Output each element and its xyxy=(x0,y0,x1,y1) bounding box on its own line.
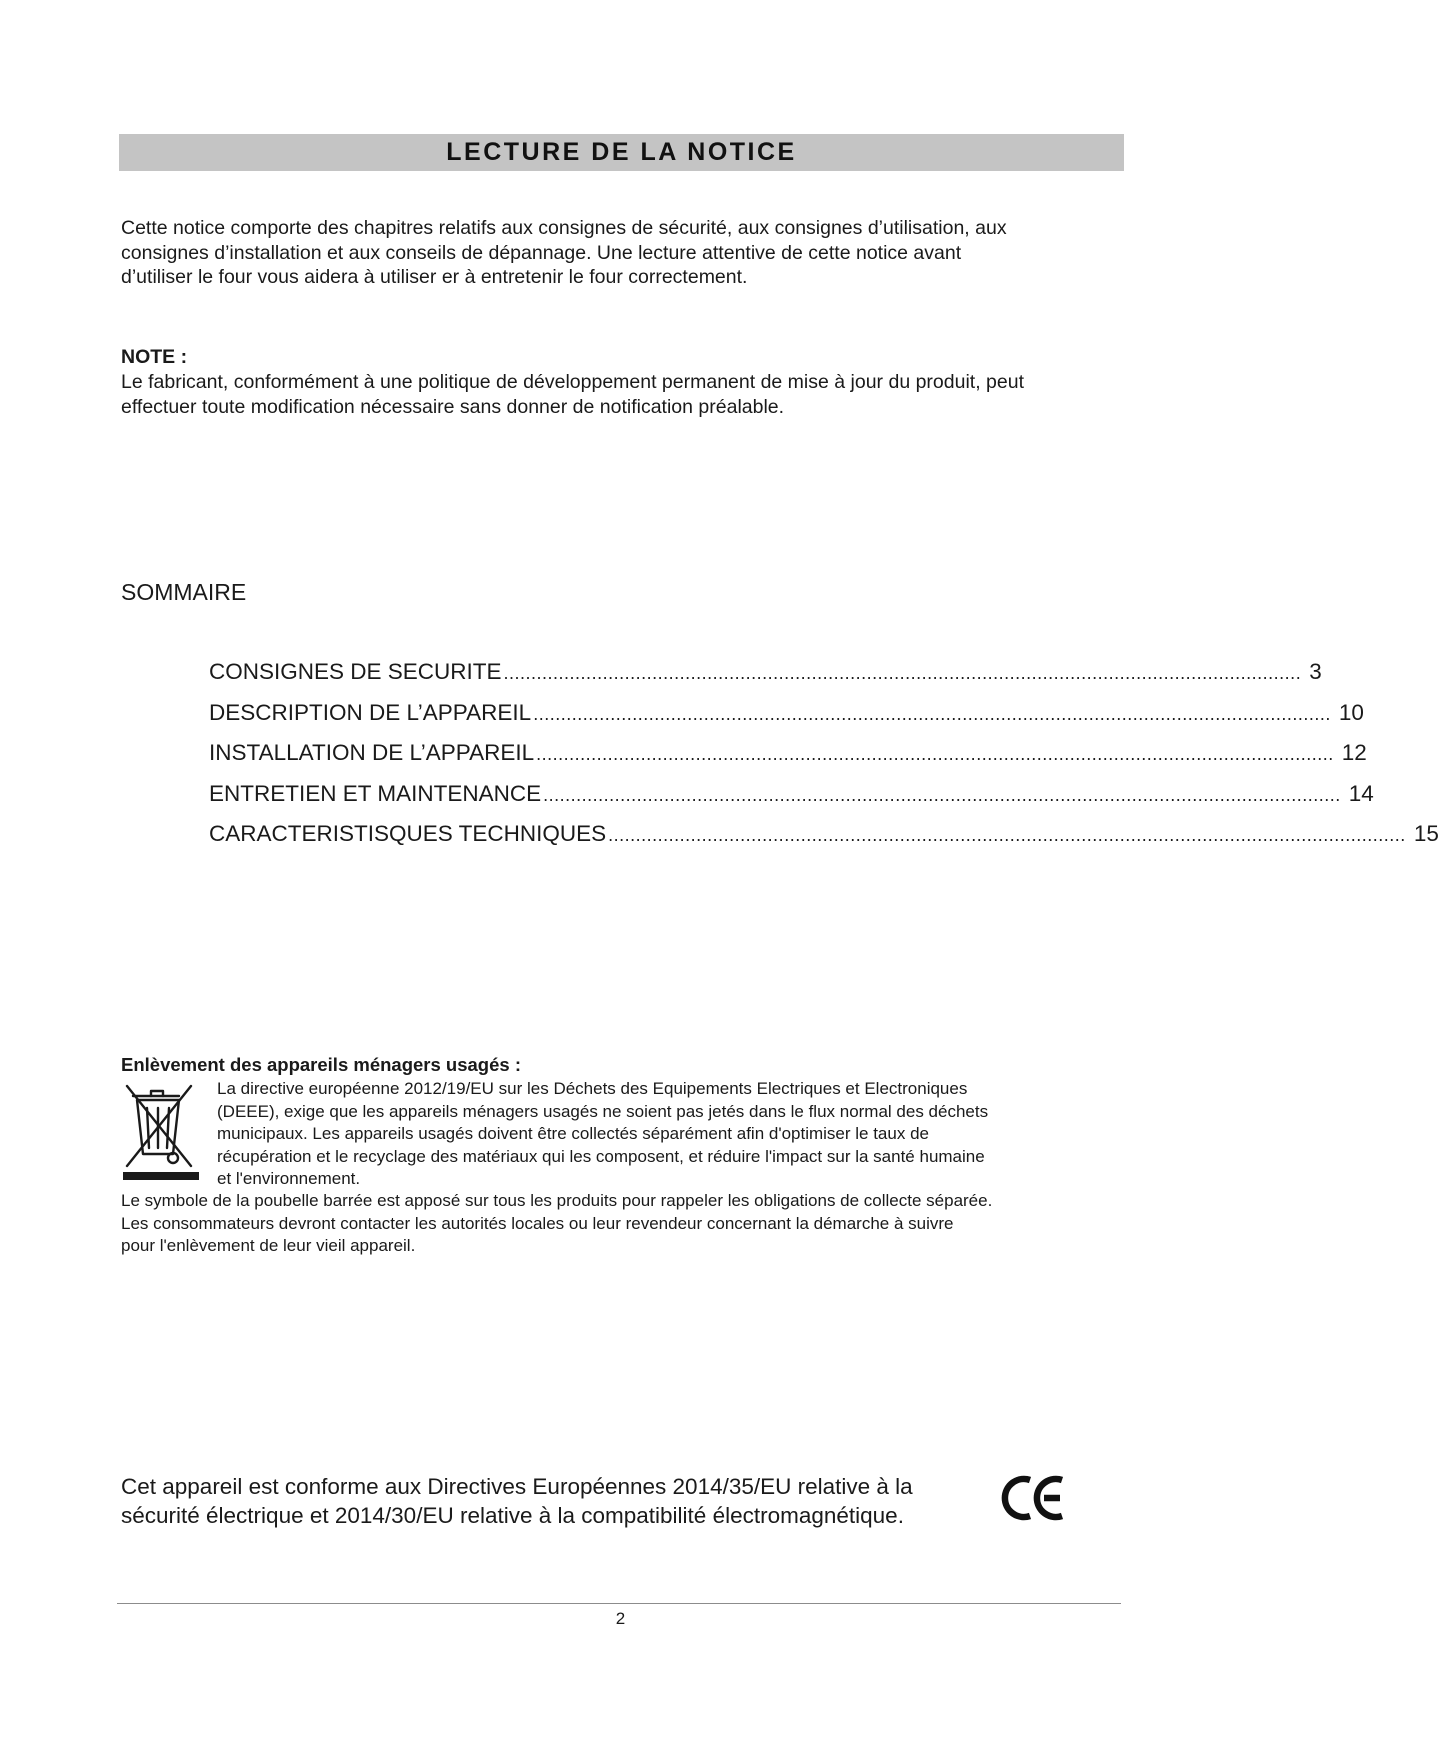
weee-line: Le symbole de la poubelle barrée est apposé sur tous les produits pour rappeler les obligations de collecte séparée. xyxy=(121,1191,993,1210)
conformity-statement xyxy=(121,1473,1001,1530)
conformity-line: sécurité électrique et 2014/30/EU relative à la compatibilité électromagnétique. xyxy=(121,1502,904,1528)
toc-leader-dots: ................................................................................................................................................. xyxy=(536,744,1334,764)
summary-heading: SOMMAIRE xyxy=(121,579,247,605)
toc-entry[interactable] xyxy=(209,699,1364,741)
note-line: Le fabricant, conformément à une politique de développement permanent de mise à jour du produit, peut xyxy=(121,371,1024,393)
page-number: 2 xyxy=(615,1609,626,1628)
toc-entry-label: ENTRETIEN ET MAINTENANCE xyxy=(209,780,542,806)
crossed-out-wheelie-bin-icon xyxy=(121,1078,201,1182)
toc-entry-label: DESCRIPTION DE L’APPAREIL xyxy=(209,699,532,725)
note-line: effectuer toute modification nécessaire sans donner de notification préalable. xyxy=(121,395,785,418)
toc-entry[interactable] xyxy=(209,780,1374,822)
note-heading: NOTE : xyxy=(121,346,188,368)
toc-entry-page: 14 xyxy=(1348,780,1374,806)
weee-line: municipaux. Les appareils usagés doivent être collectés séparément afin d'optimiser le taux de xyxy=(217,1124,929,1143)
intro-line: Cette notice comporte des chapitres relatifs aux consignes de sécurité, aux consignes d’utilisation, aux xyxy=(121,217,1007,239)
intro-line: d’utiliser le four vous aidera à utiliser er à entretenir le four correctement. xyxy=(121,266,748,288)
weee-line: pour l'enlèvement de leur vieil appareil. xyxy=(121,1236,416,1255)
section-title-bar xyxy=(119,134,1124,171)
toc-leader-dots: ................................................................................................................................................. xyxy=(543,784,1341,805)
intro-paragraph xyxy=(121,216,1131,290)
page-title: LECTURE DE LA NOTICE xyxy=(446,138,797,166)
ce-mark-icon xyxy=(1000,1470,1068,1526)
toc-entry[interactable] xyxy=(209,740,1367,781)
footer-divider xyxy=(117,1603,1121,1604)
weee-line: et l'environnement. xyxy=(217,1169,361,1188)
toc-entry-page: 12 xyxy=(1341,740,1367,765)
note-paragraph xyxy=(121,370,1131,419)
weee-line: Les consommateurs devront contacter les autorités locales ou leur revendeur concernant la démarche à suivre xyxy=(121,1213,954,1233)
weee-heading: Enlèvement des appareils ménagers usagés : xyxy=(121,1054,521,1075)
weee-line: La directive européenne 2012/19/EU sur les Déchets des Equipements Electriques et Electroniques xyxy=(217,1079,968,1098)
toc-leader-dots: ................................................................................................................................................. xyxy=(503,663,1302,683)
toc-entry[interactable] xyxy=(209,821,1439,862)
weee-paragraph-continued xyxy=(121,1190,1141,1258)
toc-entry-page: 10 xyxy=(1338,699,1364,725)
toc-entry-label: CARACTERISTISQUES TECHNIQUES xyxy=(209,821,607,846)
conformity-line: Cet appareil est conforme aux Directives Européennes 2014/35/EU relative à la xyxy=(121,1474,913,1499)
toc-leader-dots: ................................................................................................................................................. xyxy=(533,703,1331,724)
toc-entry-label: INSTALLATION DE L’APPAREIL xyxy=(209,740,535,765)
toc-entry-page: 3 xyxy=(1309,659,1322,684)
weee-paragraph xyxy=(217,1078,1137,1191)
weee-line: (DEEE), exige que les appareils ménagers usagés ne soient pas jetés dans le flux normal des déchets xyxy=(217,1101,989,1121)
intro-line: consignes d’installation et aux conseils de dépannage. Une lecture attentive de cette notice avant xyxy=(121,241,962,264)
toc-entry[interactable] xyxy=(209,659,1322,700)
weee-line: récupération et le recyclage des matériaux qui les composent, et réduire l'impact sur la santé humaine xyxy=(217,1146,985,1166)
toc-entry-page: 15 xyxy=(1413,821,1439,846)
toc-leader-dots: ................................................................................................................................................. xyxy=(608,825,1406,845)
toc-entry-label: CONSIGNES DE SECURITE xyxy=(209,659,502,684)
table-of-contents xyxy=(209,659,1439,862)
